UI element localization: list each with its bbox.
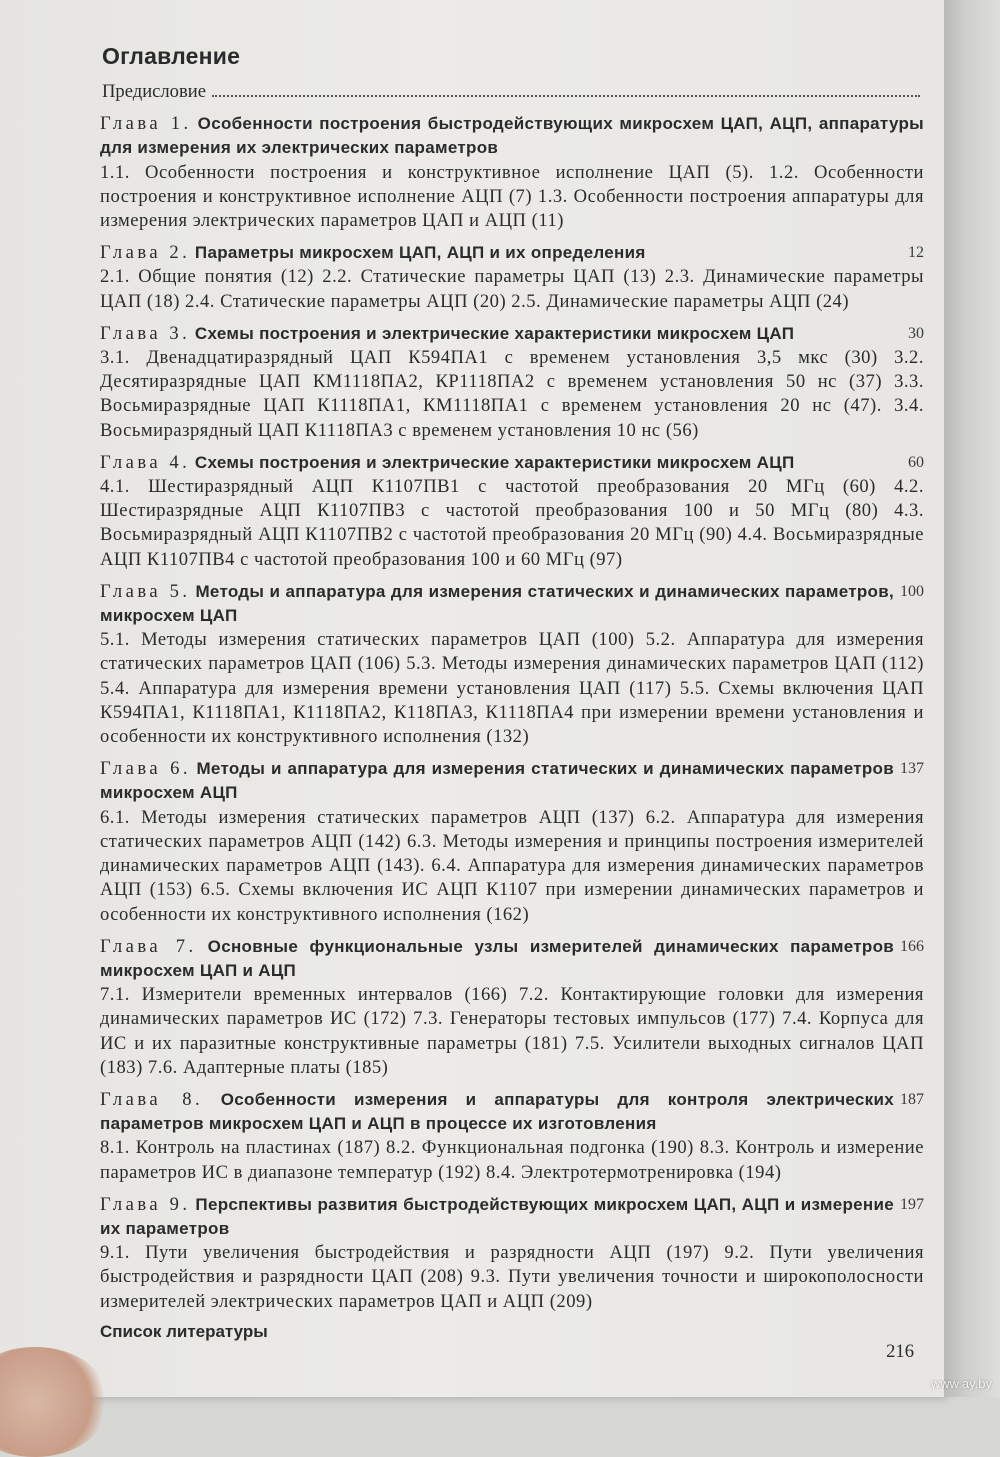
chapter-heading [100, 580, 924, 628]
chapter-entry [100, 580, 924, 749]
chapter-heading [100, 112, 924, 160]
chapter-label: Глава 4. [100, 451, 191, 473]
preface-label: Предисловие [102, 81, 206, 102]
book-edge [944, 0, 1000, 1397]
chapter-entry [100, 112, 924, 233]
preface-entry [102, 80, 924, 104]
page-title: Оглавление [102, 43, 241, 69]
chapter-sections: 6.1. Методы измерения статических параметров АЦП (137) 6.2. Аппаратура для измерения статических параметров АЦП (142) 6.3. Методы измерения и принципы построения измерителей динамических параметров АЦП (143). 6.4. Аппаратура для измерения динамических параметров АЦП (153) 6.5. Схемы включения ИС АЦП К1107 при измерении динамических параметров и особенности их конструктивного исполнения (162) [100, 806, 924, 925]
chapter-page-number: 137 [900, 760, 924, 778]
chapter-page-number: 166 [900, 937, 924, 955]
bibliography-label: Список литературы [100, 1321, 268, 1341]
chapter-page-number: 100 [900, 582, 924, 600]
chapter-title: Методы и аппаратура для измерения статических и динамических параметров микросхем АЦП [100, 759, 894, 803]
chapter-entry [100, 935, 924, 1080]
chapter-heading [100, 241, 924, 265]
chapter-sections: 4.1. Шестиразрядный АЦП К1107ПВ1 с частотой преобразования 20 МГц (60) 4.2. Шестиразрядные АЦП К1107ПВ3 с частотой преобразования 100 и 50 МГц (80) 4.3. Восьмиразрядный АЦП К1107ПВ2 с частотой преобразования 20 МГц (90) 4.4. Восьмиразрядные АЦП К1107ПВ4 с частотой преобразования 100 и 60 МГц (97) [100, 476, 924, 570]
chapter-label: Глава 1. [100, 113, 192, 135]
chapter-page-number: 12 [908, 244, 924, 262]
chapter-entry [100, 757, 924, 926]
chapter-label: Глава 8. [100, 1088, 204, 1110]
chapter-sections: 7.1. Измерители временных интервалов (166) 7.2. Контактирующие головки для измерения динамических параметров ИС (172) 7.3. Генераторы тестовых импульсов (177) 7.4. Корпуса для ИС и их паразитные конструктивные параметры (181) 7.5. Усилители выходных сигналов ЦАП (183) 7.6. Адаптерные платы (185) [100, 984, 924, 1078]
chapter-title: Перспективы развития быстродействующих микросхем ЦАП, АЦП и измерение их параметров [100, 1194, 895, 1238]
chapter-heading [100, 935, 924, 983]
chapter-label: Глава 9. [100, 1193, 191, 1215]
chapter-page-number: 60 [908, 453, 924, 471]
chapter-entry [100, 1088, 924, 1185]
chapter-title: Параметры микросхем ЦАП, АЦП и их определения [194, 243, 646, 263]
chapter-title: Схемы построения и электрические характеристики микросхем АЦП [194, 452, 795, 472]
chapter-sections: 9.1. Пути увеличения быстродействия и разрядности АЦП (197) 9.2. Пути увеличения быстродействия и разрядности ЦАП (208) 9.3. Пути увеличения точности и широкополосности измерителей электрических параметров ЦАП и АЦП (209) [100, 1242, 924, 1312]
chapter-heading [100, 1088, 924, 1136]
chapter-label: Глава 5. [100, 580, 191, 602]
table-of-contents [100, 42, 924, 1364]
chapter-sections: 1.1. Особенности построения и конструктивное исполнение ЦАП (5). 1.2. Особенности построения и конструктивное исполнение АЦП (7) 1.3. Особенности построения аппаратуры для измерения электрических параметров ЦАП и АЦП (11) [100, 161, 924, 232]
chapter-entry [100, 1193, 924, 1314]
chapter-title: Особенности измерения и аппаратуры для контроля электрических параметров микросхем ЦАП и АЦП в процессе их изготовления [100, 1089, 894, 1134]
chapter-heading [100, 1193, 924, 1241]
watermark: www.ay.by [930, 1376, 992, 1391]
chapter-entry [100, 241, 924, 314]
chapter-heading [100, 322, 924, 346]
leader-dots [212, 80, 920, 97]
chapter-entry [100, 322, 924, 443]
chapter-sections: 8.1. Контроль на пластинах (187) 8.2. Функциональная подгонка (190) 8.3. Контроль и измерение параметров ИС в диапазоне температур (192) 8.4. Электротермотренировка (194) [100, 1137, 924, 1183]
chapter-label: Глава 7. [100, 935, 197, 957]
chapter-list [100, 112, 924, 1314]
chapter-title: Основные функциональные узлы измерителей динамических параметров микросхем ЦАП и АЦП [100, 936, 895, 980]
chapter-label: Глава 6. [100, 758, 192, 780]
chapter-sections: 2.1. Общие понятия (12) 2.2. Статические параметры ЦАП (13) 2.3. Динамические параметры ЦАП (18) 2.4. Статические параметры АЦП (20) 2.5. Динамические параметры АЦП (24) [100, 266, 924, 312]
chapter-heading [100, 451, 924, 475]
chapter-title: Схемы построения и электрические характеристики микросхем ЦАП [194, 323, 795, 343]
chapter-page-number: 197 [900, 1195, 924, 1213]
chapter-label: Глава 2. [100, 242, 191, 264]
chapter-heading [100, 757, 924, 805]
chapter-title: Методы и аппаратура для измерения статических и динамических параметров, микросхем ЦАП [100, 581, 894, 626]
chapter-title: Особенности построения быстродействующих микросхем ЦАП, АЦП, аппаратуры для измерения их электрических параметров [100, 114, 924, 158]
bibliography-page: 216 [886, 1340, 914, 1362]
chapter-entry [100, 451, 924, 572]
chapter-page-number: 187 [900, 1090, 924, 1108]
chapter-label: Глава 3. [100, 322, 191, 344]
chapter-sections: 5.1. Методы измерения статических параметров ЦАП (100) 5.2. Аппаратура для измерения статических параметров ЦАП (106) 5.3. Методы измерения динамических параметров ЦАП (112) 5.4. Аппаратура для измерения времени установления ЦАП (117) 5.5. Схемы включения ЦАП К594ПА1, К1118ПА1, К1118ПА2, К118ПА3, К1118ПА4 при измерении времени установления и особенности их конструктивного исполнения (132) [100, 629, 924, 748]
chapter-sections: 3.1. Двенадцатиразрядный ЦАП К594ПА1 с временем установления 3,5 мкс (30) 3.2. Десятиразрядные ЦАП КМ1118ПА2, КР1118ПА2 с временем установления 50 нс (37) 3.3. Восьмиразрядные ЦАП К1118ПА1, КМ1118ПА1 с временем установления 20 нс (47). 3.4. Восьмиразрядный ЦАП К1118ПА3 с временем установления 10 нс (56) [100, 347, 924, 441]
chapter-page-number: 30 [908, 324, 924, 342]
